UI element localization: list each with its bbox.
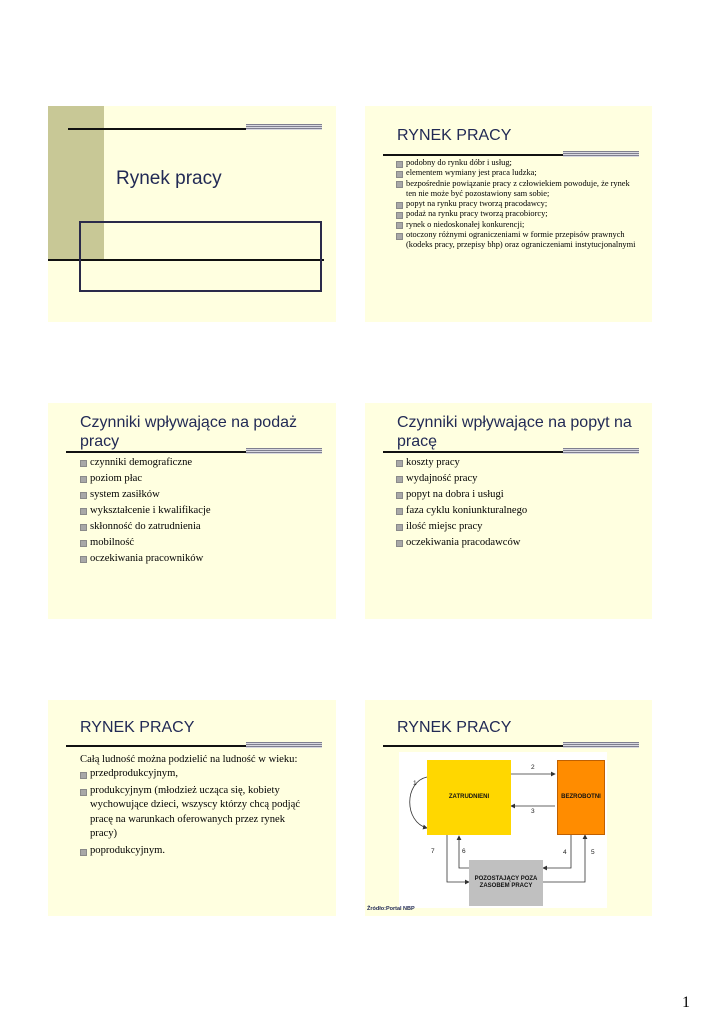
slide-3-bullets <box>80 455 320 567</box>
slide-4-title: Czynniki wpływające na popyt na pracę <box>397 414 632 450</box>
list-item: popyt na rynku pracy tworzą pracodawcy; <box>396 199 636 209</box>
slide-3 <box>48 403 336 619</box>
flow-label: 6 <box>462 848 466 855</box>
slide-6-title: RYNEK PRACY <box>397 719 512 736</box>
list-item: elementem wymiany jest praca ludzka; <box>396 168 636 178</box>
slide-4 <box>365 403 652 619</box>
slide-4-rule <box>383 451 581 453</box>
unemployed-box: BEZROBOTNI <box>557 760 605 835</box>
slide-1 <box>48 106 336 322</box>
flow-label: 3 <box>531 808 535 815</box>
list-item: koszty pracy <box>396 455 636 471</box>
slide-1-title: Rynek pracy <box>116 168 222 189</box>
list-item: otoczony różnymi ograniczeniami w formie przepisów prawnych (kodeks pracy, przepisy bhp) oraz ograniczeniami instytucjonalnymi <box>396 230 636 251</box>
labor-market-diagram <box>399 752 607 908</box>
slide-3-rule <box>66 451 264 453</box>
flow-label: 7 <box>431 848 435 855</box>
list-item: system zasiłków <box>80 487 320 503</box>
employed-box: ZATRUDNIENI <box>427 760 511 835</box>
list-item: popyt na dobra i usługi <box>396 487 636 503</box>
slide-5-rule <box>66 745 264 747</box>
slide-2-grey-rule <box>563 151 639 157</box>
list-item: rynek o niedoskonałej konkurencji; <box>396 220 636 230</box>
source-note: Źródło:Portal NBP <box>367 906 415 912</box>
list-item: produkcyjnym (młodzież ucząca się, kobiety wychowujące dzieci, wszyscy którzy chcą podjąć pracę na warunkach oferowanych przez rynek pracy) <box>80 784 305 842</box>
list-item: wydajność pracy <box>396 471 636 487</box>
slide-5-grey-rule <box>246 742 322 748</box>
flow-label: 5 <box>591 849 595 856</box>
slide-5-intro: Całą ludność można podzielić na ludność w wieku: <box>80 754 298 765</box>
list-item: faza cyklu koniunkturalnego <box>396 503 636 519</box>
slide-1-top-rule <box>68 128 246 130</box>
slide-1-frame <box>79 221 322 292</box>
slide-5-bullets <box>80 767 305 858</box>
flow-label: 4 <box>563 849 567 856</box>
slide-6-rule <box>383 745 581 747</box>
slide-2-rule <box>383 154 581 156</box>
list-item: mobilność <box>80 535 320 551</box>
outside-labor-box: POZOSTAJĄCY POZA ZASOBEM PRACY <box>469 860 543 906</box>
list-item: wykształcenie i kwalifikacje <box>80 503 320 519</box>
flow-arrow-5 <box>543 835 585 882</box>
list-item: skłonność do zatrudnienia <box>80 519 320 535</box>
flow-arrow-7 <box>447 835 469 882</box>
list-item: podobny do rynku dóbr i usług; <box>396 158 636 168</box>
list-item: ilość miejsc pracy <box>396 519 636 535</box>
slide-3-title: Czynniki wpływające na podaż pracy <box>80 414 297 450</box>
slide-2 <box>365 106 652 322</box>
page-number: 1 <box>682 994 690 1011</box>
slide-3-grey-rule <box>246 448 322 454</box>
flow-label: 1 <box>413 780 417 787</box>
list-item: poprodukcyjnym. <box>80 844 305 859</box>
slide-4-grey-rule <box>563 448 639 454</box>
slide-5 <box>48 700 336 916</box>
list-item: przedprodukcyjnym, <box>80 767 305 782</box>
list-item: podaż na rynku pracy tworzą pracobiorcy; <box>396 209 636 219</box>
slide-2-bullets <box>396 158 636 251</box>
list-item: bezpośrednie powiązanie pracy z człowiekiem powoduje, że rynek ten nie może być pozostawiony sam sobie; <box>396 179 636 200</box>
list-item: poziom płac <box>80 471 320 487</box>
list-item: oczekiwania pracowników <box>80 551 320 567</box>
list-item: czynniki demograficzne <box>80 455 320 471</box>
slide-6-grey-rule <box>563 742 639 748</box>
slide-6 <box>365 700 652 916</box>
slide-4-bullets <box>396 455 636 551</box>
flow-label: 2 <box>531 764 535 771</box>
slide-5-title: RYNEK PRACY <box>80 719 195 736</box>
slide-2-title: RYNEK PRACY <box>397 127 512 144</box>
slide-1-grey-rule <box>246 124 322 130</box>
list-item: oczekiwania pracodawców <box>396 535 636 551</box>
